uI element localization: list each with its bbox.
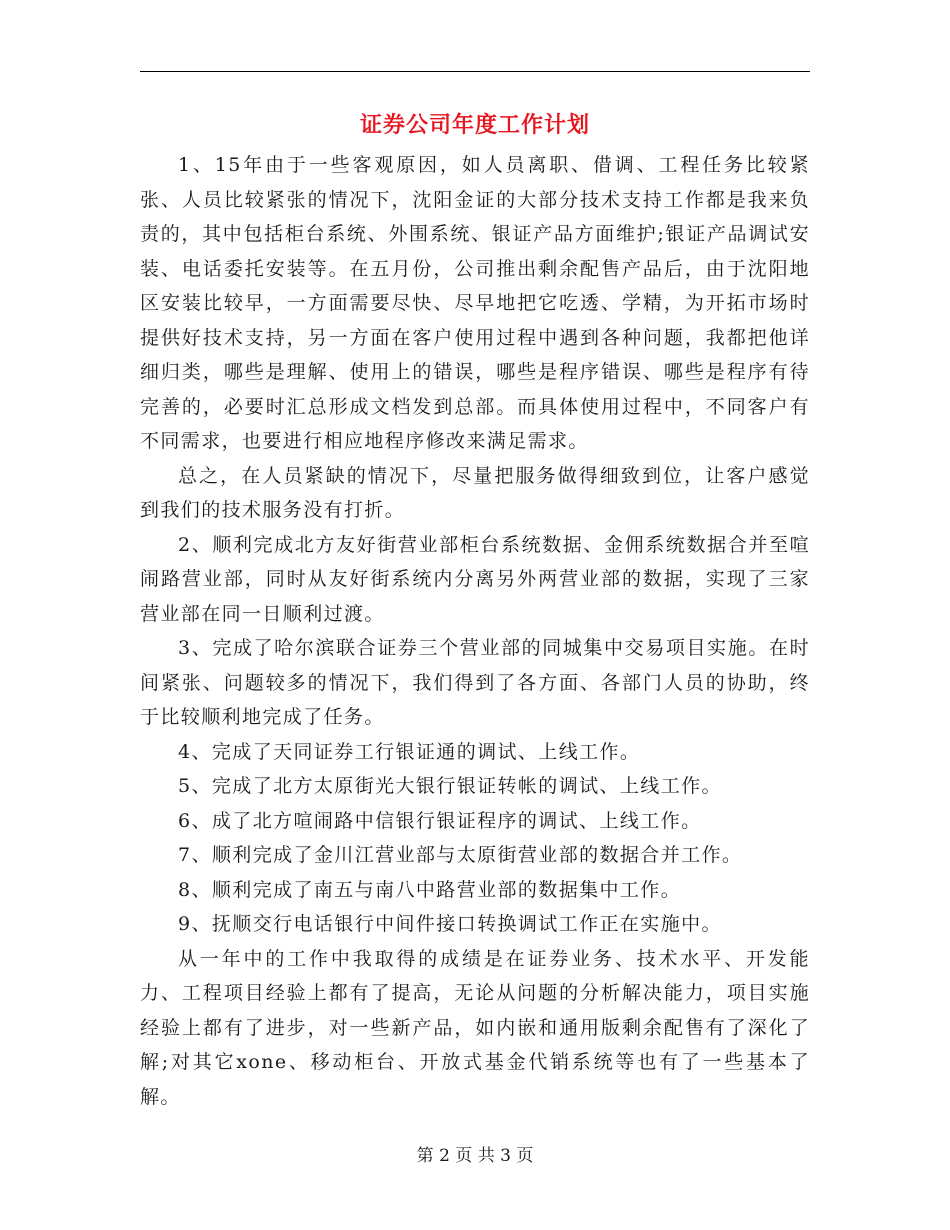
paragraph-11: 从一年中的工作中我取得的成绩是在证券业务、技术水平、开发能力、工程项目经验上都有了提高，无论从问题的分析解决能力，项目实施经验上都有了进步，对一些新产品，如内嵌和通用版剩余配售有了深化了解;对其它xone、移动柜台、开放式基金代销系统等也有了一些基本了解。 <box>140 947 810 1108</box>
paragraph-8: 7、顺利完成了金川江营业部与太原街营业部的数据合并工作。 <box>178 844 743 866</box>
paragraph-6: 5、完成了北方太原街光大银行银证转帐的调试、上线工作。 <box>178 775 722 797</box>
document-body <box>140 148 810 1114</box>
paragraph-10: 9、抚顺交行电话银行中间件接口转换调试工作正在实施中。 <box>178 913 722 935</box>
paragraph-1: 1、15年由于一些客观原因，如人员离职、借调、工程任务比较紧张、人员比较紧张的情况下，沈阳金证的大部分技术支持工作都是我来负责的，其中包括柜台系统、外围系统、银证产品方面维护;银证产品调试安装、电话委托安装等。在五月份，公司推出剩余配售产品后，由于沈阳地区安装比较早，一方面需要尽快、尽早地把它吃透、学精，为开拓市场时提供好技术支持，另一方面在客户使用过程中遇到各种问题，我都把他详细归类，哪些是理解、使用上的错误，哪些是程序错误、哪些是程序有待完善的，必要时汇总形成文档发到总部。而具体使用过程中，不同客户有不同需求，也要进行相应地程序修改来满足需求。 <box>140 154 810 452</box>
page-footer <box>140 1144 810 1168</box>
paragraph-5: 4、完成了天同证券工行银证通的调试、上线工作。 <box>178 740 641 763</box>
document-title: 证券公司年度工作计划 <box>359 112 590 138</box>
paragraph-7: 6、成了北方喧闹路中信银行银证程序的调试、上线工作。 <box>178 809 702 832</box>
paragraph-4: 3、完成了哈尔滨联合证券三个营业部的同城集中交易项目实施。在时间紧张、问题较多的情况下，我们得到了各方面、各部门人员的协助，终于比较顺利地完成了任务。 <box>140 637 810 728</box>
paragraph-9: 8、顺利完成了南五与南八中路营业部的数据集中工作。 <box>178 878 682 901</box>
paragraph-3: 2、顺利完成北方友好街营业部柜台系统数据、金佣系统数据合并至喧闹路营业部，同时从友好街系统内分离另外两营业部的数据，实现了三家营业部在同一日顺利过渡。 <box>140 533 810 625</box>
page-number-label: 第 2 页 共 3 页 <box>416 1146 534 1166</box>
header-rule <box>140 71 810 72</box>
paragraph-2: 总之，在人员紧缺的情况下，尽量把服务做得细致到位，让客户感觉到我们的技术服务没有打折。 <box>140 464 810 521</box>
